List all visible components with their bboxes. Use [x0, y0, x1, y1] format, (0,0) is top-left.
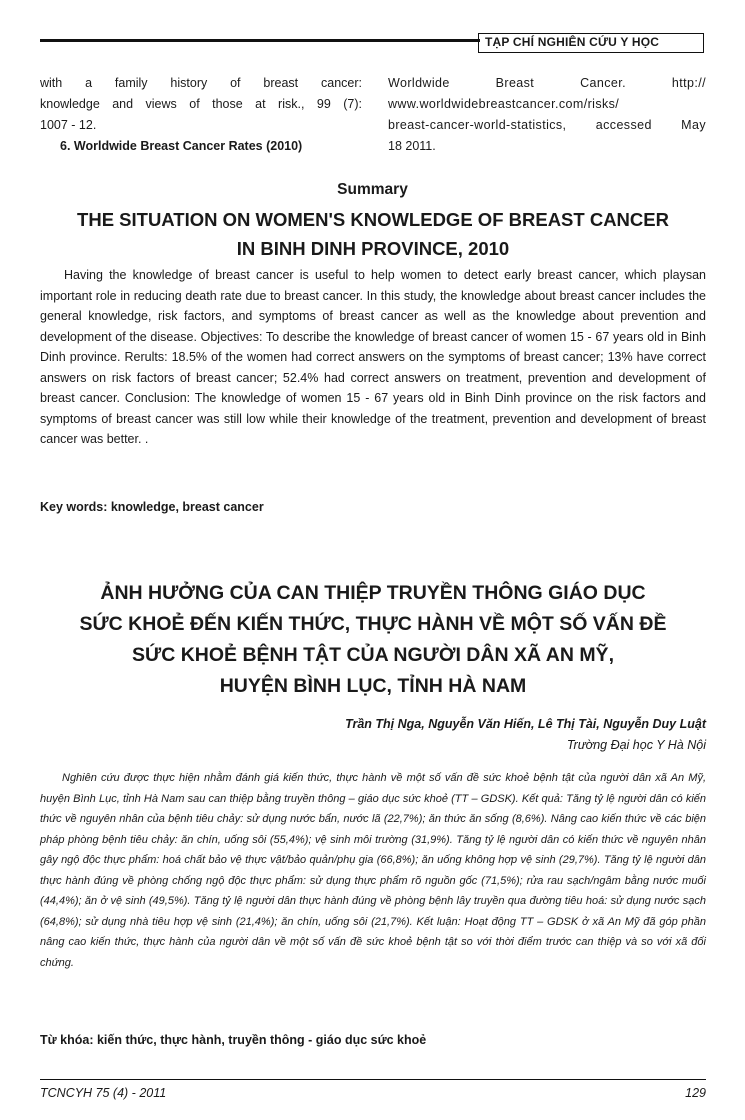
page-number: 129	[685, 1086, 706, 1100]
reference-url: www.worldwidebreastcancer.com/risks/	[388, 97, 620, 111]
reference-line: Worldwide Breast Cancer. http://	[388, 76, 706, 90]
reference-line: with a family history of breast cancer:	[40, 76, 362, 90]
references-right-column	[388, 73, 706, 157]
article-title-line: HUYỆN BÌNH LỤC, TỈNH HÀ NAM	[219, 675, 527, 697]
header-rule	[40, 39, 480, 42]
reference-line: 18 2011.	[388, 139, 436, 153]
english-abstract: Having the knowledge of breast cancer is useful to help women to detect early breast cancer, which playsan important role in reducing death rate due to breast cancer. In this study, the knowledge about breast cancer includes the general knowledge, risk factors, and symptoms of breast cancer as well as the knowledge about prevention and development of the disease. Objectives: To describe the knowledge of breast cancer of women 15 - 67 years old in Binh Dinh province. Rerults: 18.5% of the women had correct answers on the symptoms of breast cancer; 13% have correct answers on risk factors of breast cancer; 52.4% had correct answers on treatment, prevention and development of breast cancer. Conclusion: The knowledge of women 15 - 67 years old in Binh Dinh province on the risk factors and symptoms of breast cancer was still low while their knowledge of the treatment, prevention and development of breast cancer was better. .	[40, 268, 706, 446]
article-keywords: Từ khóa: kiến thức, thực hành, truyền thông - giáo dục sức khoẻ	[40, 1033, 427, 1047]
footer-journal-issue: TCNCYH 75 (4) - 2011	[40, 1086, 167, 1100]
journal-name-box: TẠP CHÍ NGHIÊN CỨU Y HỌC	[478, 33, 704, 53]
article-title-line: ẢNH HƯỞNG CỦA CAN THIỆP TRUYỀN THÔNG GIÁO DỤC	[100, 582, 646, 604]
article-title-line: SỨC KHOẺ ĐẾN KIẾN THỨC, THỰC HÀNH VỀ MỘT SỐ VẤN ĐỀ	[79, 613, 667, 635]
reference-line: knowledge and views of those at risk., 99 (7):	[40, 97, 362, 111]
article-title	[40, 578, 706, 702]
authors: Trần Thị Nga, Nguyễn Văn Hiến, Lê Thị Tài, Nguyễn Duy Luật	[345, 717, 706, 731]
english-title-line: IN BINH DINH PROVINCE, 2010	[236, 238, 510, 259]
english-title-line: THE SITUATION ON WOMEN'S KNOWLEDGE OF BREAST CANCER	[77, 209, 669, 230]
english-title	[40, 205, 706, 263]
footer-rule	[40, 1079, 706, 1080]
summary-heading: Summary	[337, 181, 408, 198]
english-keywords: Key words: knowledge, breast cancer	[40, 500, 264, 514]
references-left-column	[40, 73, 362, 157]
article-abstract: Nghiên cứu được thực hiện nhằm đánh giá kiến thức, thực hành về một số vấn đề sức khoẻ bệnh tật của người dân xã An Mỹ, huyện Bình Lục, tỉnh Hà Nam sau can thiệp bằng truyền thông – giáo dục sức khoẻ (TT – GDSK). Kết quả: Tăng tỷ lệ người dân có kiến thức về nguyên nhân của bệnh tiêu chảy: sử dụng nước bẩn, nước lã (22,7%); ăn thức ăn sống (8,6%). Nâng cao kiến thức về các biện pháp phòng bệnh tiêu chảy: ăn chín, uống sôi (55,4%); vệ sinh môi trường (31,9%). Tăng tỷ lệ người dân có kiến thức về nguyên nhân gây ngộ độc thực phẩm: hoá chất bảo vệ thực vật/bảo quản/phụ gia (66,8%); ăn uống không hợp vệ sinh (29,7%). Tăng tỷ lệ người dân thực hành đúng về phòng chống ngộ độc thực phẩm: sử dụng thực phẩm rõ nguồn gốc (71,5%); rửa rau sạch/ngâm bằng nước muối (44,4%); ăn ở vệ sinh (49,5%). Tăng tỷ lệ người dân thực hành đúng về phòng bệnh lây truyền qua đường tiêu hoá: sử dụng nước sạch (64,8%); sử dụng nhà tiêu hợp vệ sinh (21,4%); ăn chín, uống sôi (21,7%). Kết luận: Hoạt động TT – GDSK ở xã An Mỹ đã góp phần nâng cao kiến thức, thực hành của người dân về một số vấn đề sức khoẻ bệnh tật so với thời điểm trước can thiệp và so với xã đối chứng.	[40, 772, 706, 969]
reference-line: breast-cancer-world-statistics, accessed May	[388, 118, 706, 132]
reference-line: 1007 - 12.	[40, 118, 97, 132]
reference-6-title: 6. Worldwide Breast Cancer Rates (2010)	[60, 139, 303, 153]
article-title-line: SỨC KHOẺ BỆNH TẬT CỦA NGƯỜI DÂN XÃ AN MỸ,	[132, 644, 614, 666]
affiliation: Trường Đại học Y Hà Nội	[566, 738, 706, 752]
